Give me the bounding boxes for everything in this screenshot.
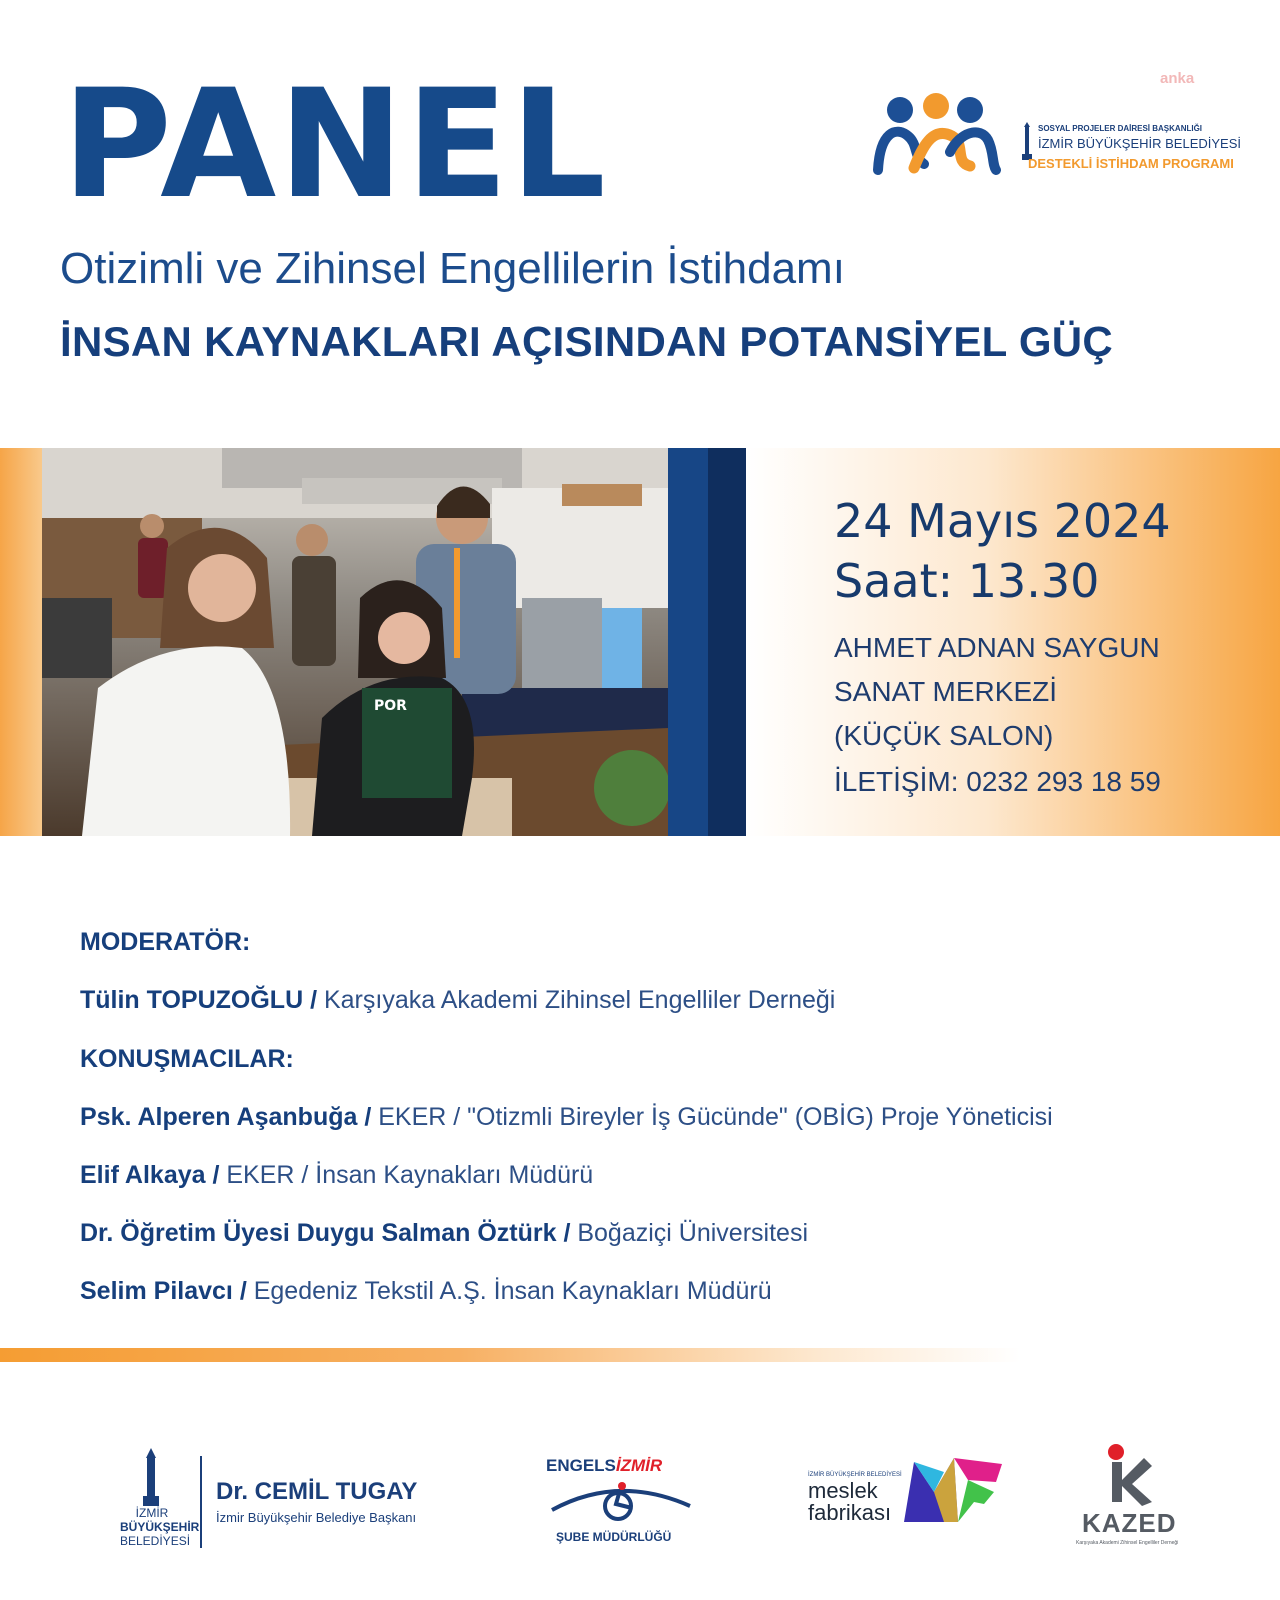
speaker-name: Elif Alkaya / — [80, 1161, 220, 1189]
speaker-detail: Boğaziçi Üniversitesi — [570, 1219, 808, 1247]
speaker-name: Dr. Öğretim Üyesi Duygu Salman Öztürk / — [80, 1219, 571, 1247]
speaker-detail: EKER / İnsan Kaynakları Müdürü — [219, 1161, 594, 1189]
wheelchair-icon — [548, 1478, 694, 1524]
kazed-name: KAZED — [1082, 1508, 1177, 1538]
ibb-line2: BÜYÜKŞEHİR — [120, 1520, 200, 1534]
people-group-icon — [870, 92, 1020, 182]
orange-divider — [0, 1348, 1020, 1362]
venue-line: AHMET ADNAN SAYGUN — [834, 632, 1160, 663]
speaker-entry — [80, 1161, 593, 1190]
mayor-title: İzmir Büyükşehir Belediye Başkanı — [216, 1510, 417, 1525]
destekli-istihdam-logo — [870, 92, 1260, 182]
event-band — [0, 448, 1280, 836]
watermark: anka — [1160, 70, 1195, 87]
contact-line: İLETİŞİM: 0232 293 18 59 — [834, 766, 1161, 797]
speaker-detail: EKER / "Otizmli Bireyler İş Gücünde" (OBİG) Proje Yöneticisi — [371, 1103, 1053, 1131]
venue-line: (KÜÇÜK SALON) — [834, 720, 1054, 751]
moderator-entry — [80, 986, 835, 1015]
band-stripe-navy — [708, 448, 746, 836]
program-municipality-text: İZMİR BÜYÜKŞEHİR BELEDİYESİ — [1038, 136, 1241, 151]
ibb-line1: İZMİR — [135, 1506, 169, 1520]
logo-separator — [200, 1456, 202, 1548]
meslek-line2: fabrikası — [808, 1500, 892, 1525]
event-date: 24 Mayıs 2024 — [834, 494, 1171, 548]
engelsiz-izmir-logo — [546, 1456, 696, 1551]
speaker-name: Psk. Alperen Aşanbuğa / — [80, 1103, 372, 1131]
speaker-entry — [80, 1219, 808, 1248]
panel-title: PANEL — [62, 58, 608, 232]
meslek-fabrikasi-logo — [808, 1452, 1008, 1552]
moderator-name: Tülin TOPUZOĞLU / — [80, 986, 318, 1014]
photo-illustration — [42, 448, 668, 836]
event-time: Saat: 13.30 — [834, 554, 1100, 608]
subtitle: Otizimli ve Zihinsel Engellilerin İstihdamı — [60, 244, 845, 293]
kazed-sub: Karşıyaka Akademi Zihinsel Engelliler Derneği — [1076, 1540, 1179, 1546]
meslek-small-text: İZMİR BÜYÜKŞEHİR BELEDİYESİ — [808, 1472, 902, 1478]
clock-tower-icon — [140, 1448, 162, 1508]
speaker-entry — [80, 1103, 1053, 1132]
event-info-panel — [746, 448, 1280, 836]
kitchen-photo — [42, 448, 668, 836]
meslek-line1: meslek — [808, 1478, 878, 1503]
band-left-accent — [0, 448, 42, 836]
sube-text: ŞUBE MÜDÜRLÜĞÜ — [556, 1530, 672, 1544]
program-name-text: DESTEKLİ İSTİHDAM PROGRAMI — [1028, 156, 1234, 171]
mayor-name: Dr. CEMİL TUGAY — [216, 1478, 418, 1505]
izmir-bb-logo — [100, 1448, 440, 1558]
headline: İNSAN KAYNAKLARI AÇISINDAN POTANSİYEL GÜÇ — [60, 318, 1114, 365]
kazed-logo — [1076, 1444, 1188, 1554]
izmir-text: İZMİR — [615, 1456, 663, 1475]
speaker-detail: Egedeniz Tekstil A.Ş. İnsan Kaynakları Müdürü — [246, 1277, 772, 1305]
band-stripe-blue — [668, 448, 708, 836]
mf-mark-icon — [904, 1452, 1004, 1532]
apron-text: POR — [374, 698, 407, 714]
moderator-detail: Karşıyaka Akademi Zihinsel Engelliler Derneği — [317, 986, 836, 1014]
engels-text: ENGELS — [546, 1456, 616, 1475]
speaker-name: Selim Pilavcı / — [80, 1277, 247, 1305]
speaker-entry — [80, 1277, 772, 1306]
kazed-k-icon — [1106, 1444, 1152, 1506]
speakers-heading: KONUŞMACILAR: — [80, 1045, 294, 1073]
ibb-line3: BELEDİYESİ — [120, 1534, 191, 1548]
venue-line: SANAT MERKEZİ — [834, 676, 1058, 707]
moderator-heading: MODERATÖR: — [80, 928, 251, 956]
program-dept-text: SOSYAL PROJELER DAİRESİ BAŞKANLIĞI — [1038, 124, 1203, 133]
